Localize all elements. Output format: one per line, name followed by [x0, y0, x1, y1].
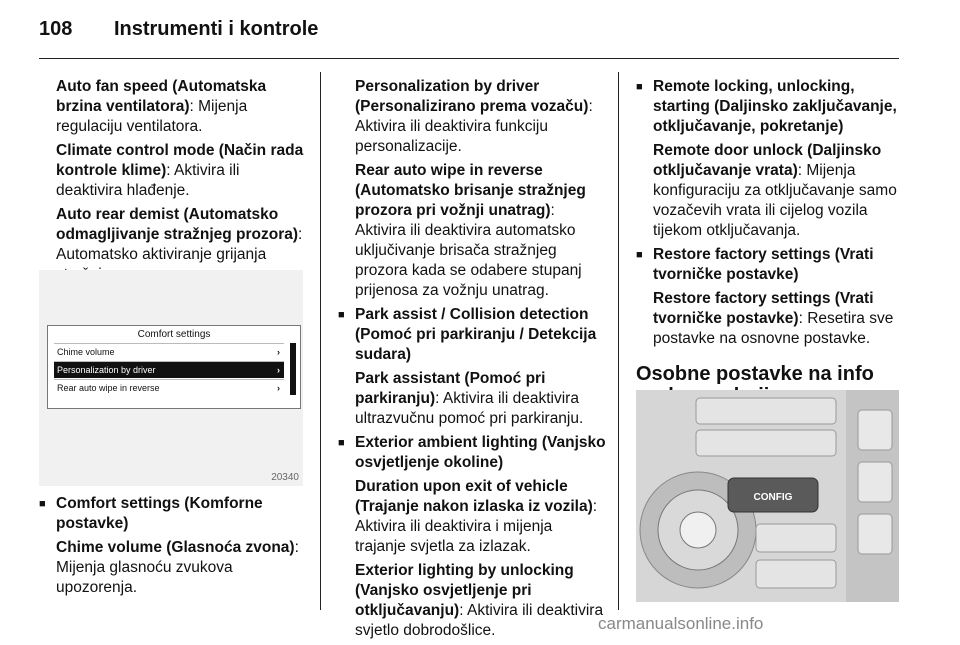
paragraph: Exterior lighting by unlocking (Vanjsko osvjetljenje pri otključavanju): Aktivira ili deaktivira svjetlo dobrodošlice. [355, 562, 604, 639]
bullet-item: ■ Park assist / Collision detection (Pomoć pri parkiranju / Detekcija sudara) [338, 305, 606, 365]
page-number: 108 [39, 18, 73, 40]
column-1-lower [39, 494, 304, 602]
chevron-right-icon: › [277, 383, 280, 393]
bullet-item: ■ Exterior ambient lighting (Vanjsko osvjetljenje okoline) [338, 433, 606, 473]
bullet-item: ■ Comfort settings (Komforne postavke) [39, 494, 304, 534]
paragraph: Restore factory settings (Vrati tvorničke postavke): Resetira sve postavke na osnovne postavke. [653, 290, 894, 347]
menu-item-selected: Personalization by driver › [54, 361, 284, 378]
header-rule [39, 58, 899, 59]
figure-number: 20340 [271, 472, 299, 483]
comfort-settings-figure [39, 270, 303, 486]
column-divider [618, 72, 619, 610]
column-1 [39, 77, 304, 289]
section-heading: Osobne postavke na info [636, 363, 874, 385]
screen-title: Comfort settings [137, 329, 211, 340]
paragraph: Chime volume (Glasnoća zvona): Mijenja glasnoću zvukova upozorenja. [56, 539, 299, 596]
paragraph: Personalization by driver (Personalizirano prema vozaču): Aktivira ili deaktivira funkciju personalizacije. [355, 78, 593, 155]
paragraph: Park assistant (Pomoć pri parkiranju): Aktivira ili deaktivira ultrazvučnu pomoć pri parkiranju. [355, 370, 584, 427]
scrollbar-icon [290, 343, 296, 395]
bullet-item: ■ Restore factory settings (Vrati tvorničke postavke) [636, 245, 901, 285]
paragraph: Remote door unlock (Daljinsko otključavanje vrata): Mijenja konfiguraciju za otključavanje samo vozačevih vrata ili cijelog vozila tijekom otključavanja. [653, 142, 897, 239]
menu-item: Chime volume › [54, 343, 284, 360]
paragraph: Auto rear demist (Automatsko odmagljivanje stražnjeg prozora): Automatsko aktiviranje grijanja [56, 206, 303, 263]
control-panel-illustration [636, 390, 899, 602]
chevron-right-icon: › [277, 365, 280, 375]
paragraph: Rear auto wipe in reverse (Automatsko brisanje stražnjeg prozora pri vožnji unatrag): Aktivira ili deaktivira automatsko uključivanje brisača stražnjeg prozora kada se odabere stupanj prijenosa za vožnju unatrag. [355, 162, 586, 299]
column-divider [320, 72, 321, 610]
column-3 [636, 77, 901, 417]
bullet-item: ■ Remote locking, unlocking, starting (Daljinsko zaključavanje, otključavanje, pokretanje) [636, 77, 901, 137]
paragraph: Auto fan speed (Automatska brzina ventilatora): Mijenja regulaciju ventilatora. [56, 78, 267, 135]
control-panel-photo [636, 390, 899, 602]
watermark: carmanualsonline.info [598, 614, 764, 633]
column-2 [338, 77, 606, 645]
page-header [39, 18, 318, 41]
paragraph: Climate control mode (Način rada kontrole klime): Aktivira ili deaktivira hlađenje. [56, 142, 304, 199]
display-screen [47, 325, 301, 409]
paragraph: Duration upon exit of vehicle (Trajanje nakon izlaska iz vozila): Aktivira ili deaktivira i mijenja trajanje svjetla za izlazak. [355, 478, 598, 555]
chevron-right-icon: › [277, 347, 280, 357]
menu-item: Rear auto wipe in reverse › [54, 379, 284, 396]
config-button-label: CONFIG [753, 492, 793, 503]
section-title: Instrumenti i kontrole [113, 18, 319, 40]
